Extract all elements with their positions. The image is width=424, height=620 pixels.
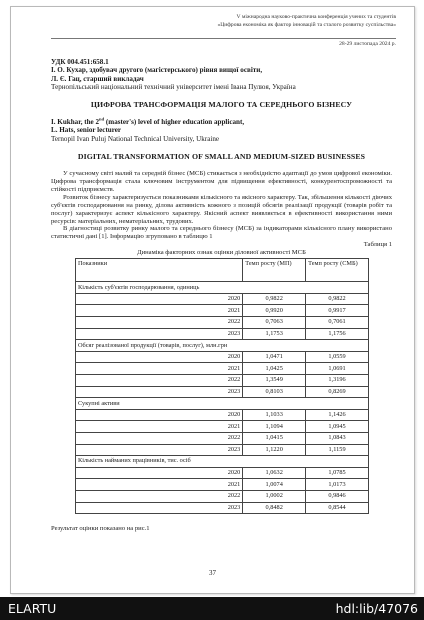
smb-rate-cell: 0,9846 — [306, 490, 369, 502]
year-cell: 2022 — [76, 317, 243, 329]
table-row — [76, 444, 369, 456]
small-rate-cell: 1,1094 — [243, 421, 306, 433]
authors-en-line-2: L. Hats, senior lecturer — [51, 126, 122, 135]
table-row — [76, 328, 369, 340]
table-section-row — [76, 398, 369, 410]
small-rate-cell: 1,0471 — [243, 351, 306, 363]
year-cell: 2023 — [76, 502, 243, 514]
column-header-indicator: Показники — [76, 259, 243, 282]
header-date: 28-29 листопада 2024 р. — [339, 41, 396, 47]
table-row — [76, 293, 369, 305]
table-row — [76, 502, 369, 514]
column-header-small: Темп росту (МП) — [243, 259, 306, 282]
header-line-1: V міжнародна науково-практична конференція учених та студентів — [236, 14, 396, 20]
paragraph: У сучасному світі малий та середній бізнес (МСБ) стикається з необхідністю адаптації до умов цифрової економіки. Цифрова трансформація стала ключовим інструментом для підвищення ефективності, конкурентоспроможності та стійкості підприємств. — [51, 170, 392, 193]
year-cell: 2022 — [76, 432, 243, 444]
authors-en-line-1 — [51, 118, 392, 126]
smb-rate-cell: 1,0173 — [306, 479, 369, 491]
authors-uk-line-1: І. О. Кухар, здобувач другого (магістерського) рівня вищої освіти, — [51, 66, 263, 75]
table-row — [76, 363, 369, 375]
smb-rate-cell: 1,3196 — [306, 374, 369, 386]
section-title: Кількість суб'єктів господарювання, одиниць — [76, 282, 369, 294]
smb-rate-cell: 1,1756 — [306, 328, 369, 340]
year-cell: 2023 — [76, 328, 243, 340]
affiliation-en: Ternopil Ivan Puluj National Technical University, Ukraine — [51, 134, 220, 143]
table-row — [76, 421, 369, 433]
small-rate-cell: 1,0074 — [243, 479, 306, 491]
year-cell: 2020 — [76, 467, 243, 479]
article-body — [51, 58, 392, 533]
year-cell: 2021 — [76, 421, 243, 433]
smb-rate-cell: 1,0559 — [306, 351, 369, 363]
table-section-row — [76, 456, 369, 468]
table-row — [76, 351, 369, 363]
paragraph: Розвиток бізнесу характеризується показниками кількісного та якісного характеру. Так, збільшення кількості діючих суб'єктів господарювання на ринку, ділова активність кожного з позицій обсягів реалізації продукції (товарів робіт та послуг) характеризує аспект кількісного характеру. Якісний аспект виявляється в ефективності використання ними ресурсів: матеріальних, нематеріальних, трудових. — [51, 193, 392, 225]
year-cell: 2020 — [76, 351, 243, 363]
table-row — [76, 374, 369, 386]
repository-name: ELARTU — [8, 601, 57, 616]
year-cell: 2023 — [76, 444, 243, 456]
table-section-row — [76, 340, 369, 352]
small-rate-cell: 0,8103 — [243, 386, 306, 398]
smb-rate-cell: 0,8269 — [306, 386, 369, 398]
smb-rate-cell: 1,0843 — [306, 432, 369, 444]
authors-en-b: (master's) level of higher education applicant, — [104, 118, 245, 127]
year-cell: 2023 — [76, 386, 243, 398]
header-line-2: «Цифрова економіка як фактор інновацій та сталого розвитку суспільства» — [217, 21, 396, 28]
after-table-text: Результат оцінки показано на рис.1 — [51, 525, 150, 533]
small-rate-cell: 1,0632 — [243, 467, 306, 479]
small-rate-cell: 1,0415 — [243, 432, 306, 444]
section-title: Сукупні активи — [76, 398, 369, 410]
small-rate-cell: 0,9822 — [243, 293, 306, 305]
smb-rate-cell: 1,1426 — [306, 409, 369, 421]
small-rate-cell: 1,3549 — [243, 374, 306, 386]
authors-en-a: I. Kukhar, the 2 — [51, 118, 100, 127]
year-cell: 2021 — [76, 363, 243, 375]
data-table — [75, 258, 369, 514]
table-row — [76, 317, 369, 329]
year-cell: 2021 — [76, 479, 243, 491]
authors-uk-line-2: Л. Є. Гац, старший викладач — [51, 74, 144, 83]
title-uk: ЦИФРОВА ТРАНСФОРМАЦІЯ МАЛОГО ТА СЕРЕДНЬОГО БІЗНЕСУ — [90, 100, 353, 110]
table-row — [76, 409, 369, 421]
table-row — [76, 386, 369, 398]
smb-rate-cell: 1,1159 — [306, 444, 369, 456]
small-rate-cell: 0,7063 — [243, 317, 306, 329]
table-row — [76, 432, 369, 444]
smb-rate-cell: 1,0945 — [306, 421, 369, 433]
section-title: Кількість найманих працівників, тис. осіб — [76, 456, 369, 468]
section-title: Обсяг реалізованої продукції (товарів, послуг), млн.грн — [76, 340, 369, 352]
smb-rate-cell: 0,8544 — [306, 502, 369, 514]
table-caption: Динаміка факторних ознак оцінки діловиої активності МСБ — [137, 249, 306, 257]
small-rate-cell: 0,8482 — [243, 502, 306, 514]
year-cell: 2020 — [76, 409, 243, 421]
udc-code: УДК 004.451:658.1 — [51, 58, 109, 66]
affiliation-uk: Тернопільський національний технічний університет імені Івана Пулюя, Україна — [51, 82, 296, 91]
small-rate-cell: 0,9920 — [243, 305, 306, 317]
document-page — [10, 6, 415, 594]
running-header — [217, 14, 396, 29]
column-header-smb: Темп росту (СМБ) — [306, 259, 369, 282]
year-cell: 2022 — [76, 490, 243, 502]
authors-en-sup: nd — [99, 116, 105, 122]
table-row — [76, 490, 369, 502]
small-rate-cell: 1,1033 — [243, 409, 306, 421]
handle-id: hdl:lib/47076 — [335, 601, 418, 616]
smb-rate-cell: 0,9822 — [306, 293, 369, 305]
year-cell: 2022 — [76, 374, 243, 386]
smb-rate-cell: 1,0691 — [306, 363, 369, 375]
year-cell: 2021 — [76, 305, 243, 317]
table-row — [76, 479, 369, 491]
small-rate-cell: 1,0002 — [243, 490, 306, 502]
table-body — [76, 282, 369, 514]
small-rate-cell: 1,0425 — [243, 363, 306, 375]
table-label: Таблиця 1 — [363, 241, 392, 249]
smb-rate-cell: 0,7061 — [306, 317, 369, 329]
title-en: DIGITAL TRANSFORMATION OF SMALL AND MEDIUM-SIZED BUSINESSES — [77, 152, 366, 162]
paragraph: В діагностиці розвитку ринку малого та середнього бізнесу (МСБ) за індикаторами кількісного плану використано статистичні дані [1]. Інформацію згруповано в таблицю 1 — [51, 225, 392, 241]
year-cell: 2020 — [76, 293, 243, 305]
table-row — [76, 467, 369, 479]
header-rule — [51, 38, 396, 39]
smb-rate-cell: 1,0785 — [306, 467, 369, 479]
table-section-row — [76, 282, 369, 294]
page-number: 37 — [209, 569, 216, 577]
smb-rate-cell: 0,9917 — [306, 305, 369, 317]
footer-bar — [0, 597, 424, 620]
small-rate-cell: 1,1753 — [243, 328, 306, 340]
table-row — [76, 305, 369, 317]
small-rate-cell: 1,1220 — [243, 444, 306, 456]
